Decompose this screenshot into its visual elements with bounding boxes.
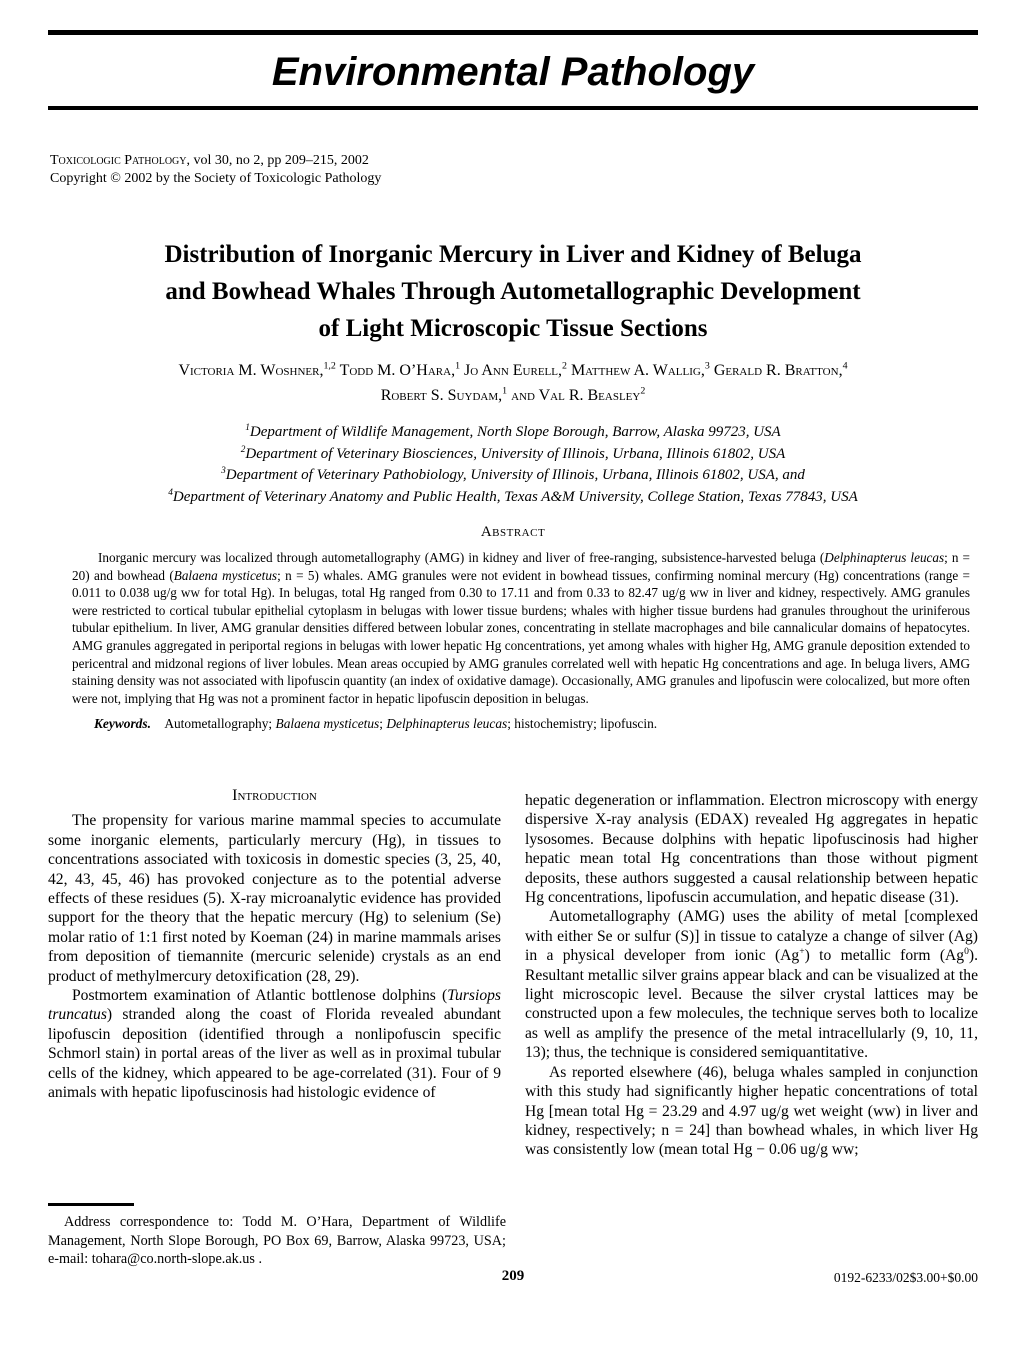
author-line-2: Robert S. Suydam,$^1$ and Val R. Beasley$^2$ <box>380 385 646 404</box>
article-title-line3: of Light Microscopic Tissue Sections <box>318 315 708 342</box>
affiliation-4: $^4$Department of Veterinary Anatomy and Public Health, Texas A&M University, College Station, Texas 77843, USA <box>168 487 858 505</box>
affiliations-block <box>48 422 978 508</box>
intro-paragraph-2-continued: hepatic degeneration or inflammation. Electron microscopy with energy dispersive X-ray analysis (EDAX) revealed Hg aggregates in hepatic lysosomes. Because dolphins with hepatic lipofuscinosis had higher hepatic mean total Hg concentrations than those without pigment deposits, these authors suggested a causal relationship between hepatic Hg concentrations, lipofuscin accumulation, and hepatic disease (31). <box>525 792 978 907</box>
abstract-block <box>72 549 970 733</box>
journal-citation-line: Toxicologic Pathology, vol 30, no 2, pp 209–215, 2002 <box>50 153 369 168</box>
journal-section-title: Environmental Pathology <box>271 50 755 94</box>
article-title-line2: and Bowhead Whales Through Autometallographic Development <box>165 278 861 305</box>
correspondence-text: Address correspondence to: Todd M. O’Hara, Department of Wildlife Management, North Slope Borough, PO Box 69, Barrow, Alaska 99723, USA; e-mail: tohara@co.north-slope.ak.us . <box>48 1214 506 1268</box>
affiliation-3: $^3$Department of Veterinary Pathobiology, University of Illinois, Urbana, Illinois 61802, USA, and <box>221 466 805 483</box>
abstract-heading: Abstract <box>480 524 546 540</box>
affiliation-2: $^2$Department of Veterinary Biosciences, University of Illinois, Urbana, Illinois 61802, USA <box>240 444 786 462</box>
intro-paragraph-2: Postmortem examination of Atlantic bottlenose dolphins (Tursiops truncatus) stranded along the coast of Florida revealed abundant lipofuscin deposition (identified through a nonlipofuscin specific Schmorl stain) in portal areas of the liver as well as in proximal tubular cells of the kidney, which appeared to be age-correlated (31). Four of 9 animals with hepatic lipofuscinosis had histologic evidence of <box>48 987 501 1102</box>
introduction-heading: Introduction <box>232 787 317 804</box>
page-number: 209 <box>501 1268 525 1284</box>
author-line-1: Victoria M. Woshner,$^{1,2}$ Todd M. O’Hara,$^1$ Jo Ann Eurell,$^2$ Matthew A. Wallig,$^3$ Gerald R. Bratton,$^4$ <box>178 360 848 379</box>
masthead-bottom-rule <box>48 106 978 110</box>
affiliation-1: $^1$Department of Wildlife Management, North Slope Borough, Barrow, Alaska 99723, USA <box>245 423 781 440</box>
article-title <box>83 236 943 347</box>
masthead-top-rule <box>48 30 978 35</box>
keywords-line: Keywords. Autometallography; Balaena mysticetus; Delphinapterus leucas; histochemistry; lipofuscin. <box>94 716 658 732</box>
issn-price-code: 0192-6233/02$3.00+$0.00 <box>833 1270 978 1285</box>
author-list <box>28 358 998 408</box>
footnote-rule <box>48 1203 134 1206</box>
body-column-left <box>48 786 501 1103</box>
intro-paragraph-1: The propensity for various marine mammal species to accumulate some inorganic elements, particularly mercury (Hg), in tissues to concentrations associated with toxicosis in domestic species (3, 25, 40, 42, 43, 45, 46) has provoked conjecture as to the potential adverse effects of these residues (5). X-ray microanalytic evidence has provided support for the theory that the hepatic mercury (Hg) to selenium (Se) molar ratio of 1:1 first noted by Koeman (24) in marine mammals arises from deposition of tiemannite (mercuric selenide) crystals as an end product of methylmercury detoxification (28, 29). <box>48 812 501 985</box>
correspondence-footnote <box>48 1203 506 1269</box>
journal-copyright-line: Copyright © 2002 by the Society of Toxicologic Pathology <box>50 170 382 186</box>
intro-paragraph-4: As reported elsewhere (46), beluga whales sampled in conjunction with this study had significantly higher hepatic concentrations of total Hg [mean total Hg = 23.29 and 4.97 ug/g wet weight (ww) in liver and kidney, respectively; n = 24] than bowhead whales, in which liver Hg was consistently low (mean total Hg − 0.06 ug/g ww; <box>525 1063 978 1159</box>
journal-citation-block <box>50 152 381 187</box>
intro-paragraph-3: Autometallography (AMG) uses the ability of metal [complexed with either Se or sulfur (S)] in tissue to catalyze a change of silver (Ag) in a physical developer from ionic (Ag+) to metallic form (Ag$^0$). Resultant metallic silver grains appear black and can be visualized at the light microscopic level. Because the silver crystal lattices may be constructed upon a few molecules, the technique serves both to localize as well as amplify the presence of the metal intracellularly (9, 10, 11, 13); thus, the technique is considered semiquantitative. <box>525 908 978 1062</box>
abstract-text: Inorganic mercury was localized through autometallography (AMG) in kidney and liver of free-ranging, subsistence-harvested beluga (Delphinapterus leucas; n = 20) and bowhead (Balaena mysticetus; n = 5) whales. AMG granules were not evident in bowhead tissues, confirming nominal mercury (Hg) concentrations (range = 0.011 to 0.038 ug/g ww for total Hg). In belugas, total Hg ranged from 0.30 to 17.11 and from 0.33 to 82.47 ug/g ww in liver and kidney, respectively. AMG granules were restricted to cortical tubular epithelial cytoplasm in belugas with lower tissue burdens; whales with higher tissue burdens had granules throughout the uriniferous tubular epithelium. In liver, AMG granular densities differed between lobular zones, concentrating in stellate macrophages and bile cannalicular domains of hepatocytes. AMG granules aggregated in periportal regions in belugas with lower hepatic Hg concentrations, yet among whales with higher Hg, AMG granule deposition extended to pericentral and midzonal regions of liver lobules. Mean areas occupied by AMG granules correlated well with hepatic Hg concentrations and age. In beluga livers, AMG staining density was not associated with lipofuscin quantity (an index of oxidative damage). Occasionally, AMG granules and lipofuscin were colocalized, but more often were not, implying that Hg was not a prominent factor in hepatic lipofuscin deposition in belugas. <box>72 550 970 706</box>
body-column-right <box>525 791 978 1160</box>
article-title-line1: Distribution of Inorganic Mercury in Liver and Kidney of Beluga <box>164 241 862 268</box>
